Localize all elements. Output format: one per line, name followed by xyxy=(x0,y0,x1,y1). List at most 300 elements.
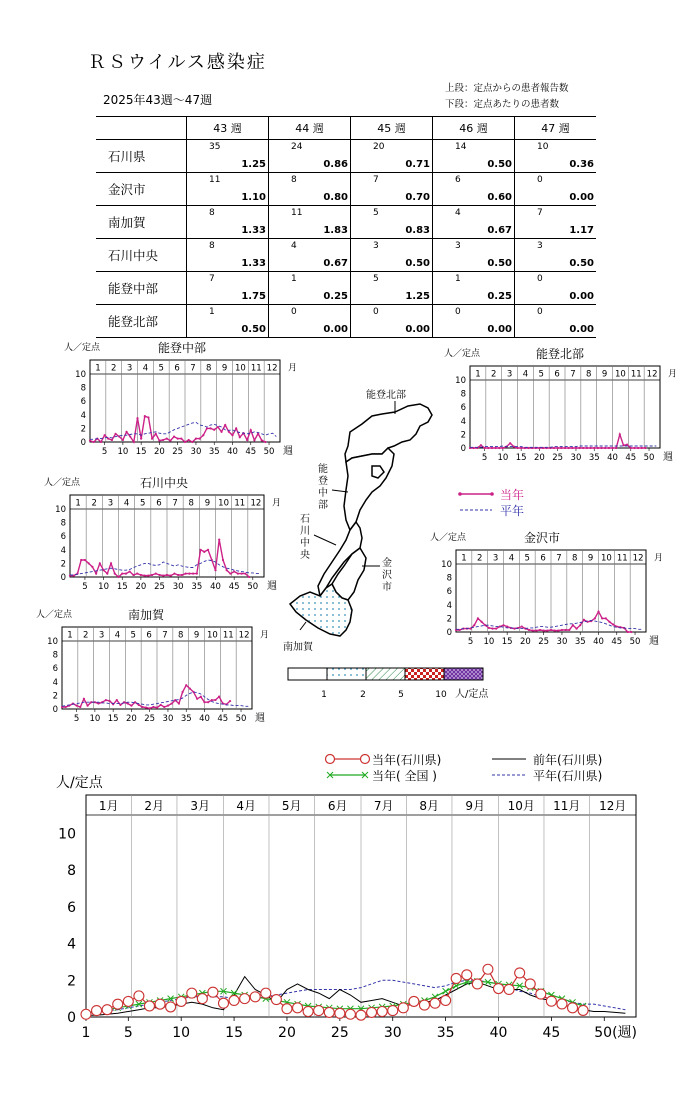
current-year-point xyxy=(211,699,213,701)
x-tick-label: 40 xyxy=(489,1025,508,1041)
month-label: 4 xyxy=(123,498,130,509)
current-year-point xyxy=(553,447,555,449)
current-pref-point xyxy=(472,979,482,989)
month-label: 5 xyxy=(140,498,146,509)
y-tick-label: 2 xyxy=(52,691,58,702)
x-tick-label: 20 xyxy=(520,637,531,647)
current-year-point xyxy=(250,429,252,431)
current-pref-point xyxy=(578,1005,588,1015)
x-tick-label: 10 xyxy=(483,637,495,647)
current-pref-point xyxy=(219,998,229,1008)
region-name: 石川中央 xyxy=(96,239,187,272)
x-tick-label: 5 xyxy=(123,1025,133,1041)
report-count: 1 xyxy=(291,274,297,284)
report-count: 5 xyxy=(373,274,379,284)
x-tick-label: 5 xyxy=(467,637,474,647)
current-year-point xyxy=(188,439,190,441)
month-label: 7 xyxy=(162,630,168,641)
y-tick-label: 0 xyxy=(67,1010,76,1026)
month-label: 5 xyxy=(524,553,530,564)
current-year-point xyxy=(160,704,162,706)
current-year-point xyxy=(214,569,216,571)
table-cell xyxy=(515,206,597,239)
current-pref-point xyxy=(345,1009,355,1019)
current-year-point xyxy=(261,439,263,441)
x-tick-label: 15 xyxy=(501,637,513,647)
table-cell xyxy=(433,173,515,206)
current-year-point xyxy=(214,699,216,701)
current-pref-point xyxy=(134,991,144,1001)
current-year-point xyxy=(151,574,153,576)
current-year-point xyxy=(152,706,154,708)
y-tick-label: 2 xyxy=(67,973,76,990)
per-sentinel: 1.25 xyxy=(405,291,430,302)
table-cell xyxy=(187,140,269,173)
report-count: 4 xyxy=(455,208,461,218)
report-count: 5 xyxy=(373,208,379,218)
current-year-point xyxy=(491,628,493,630)
current-pref-point xyxy=(409,996,419,1006)
table-cell xyxy=(515,239,597,272)
report-count: 14 xyxy=(455,142,467,152)
month-label: 2 xyxy=(91,498,97,509)
current-year-point xyxy=(121,573,123,575)
current-year-point xyxy=(583,619,585,621)
month-label: 2月 xyxy=(144,799,165,813)
scale-tick: 10 xyxy=(435,690,447,700)
current-pref-point xyxy=(398,1003,408,1013)
current-year-point xyxy=(102,569,104,571)
current-year-point xyxy=(203,551,205,553)
table-row xyxy=(96,239,596,272)
report-count: 11 xyxy=(291,208,303,218)
x-tick-label: 15 xyxy=(135,447,147,457)
y-tick-label: 8 xyxy=(52,650,58,661)
current-year-point xyxy=(477,617,479,619)
week-suffix: 週 xyxy=(283,446,293,457)
region-name: 能登中部 xyxy=(96,272,187,305)
region-chart-title: 能登北部 xyxy=(536,347,585,361)
week-suffix: 週 xyxy=(255,713,265,724)
x-tick-label: 20 xyxy=(126,714,137,724)
x-tick-label: 25 xyxy=(172,447,184,457)
current-year-point xyxy=(528,629,530,631)
month-label: 12 xyxy=(632,553,644,564)
current-year-point xyxy=(106,573,108,575)
scale-swatch-2 xyxy=(366,668,405,680)
current-year-point xyxy=(571,447,573,449)
report-count: 4 xyxy=(291,241,297,251)
x-tick-label: 35 xyxy=(436,1025,455,1041)
map-label-char: 登 xyxy=(318,476,328,487)
current-year-point xyxy=(604,447,606,449)
x-tick-label: 30 xyxy=(172,582,184,592)
report-count: 35 xyxy=(209,142,221,152)
current-pref-point xyxy=(187,988,197,998)
current-year-point xyxy=(149,707,151,709)
current-year-point xyxy=(147,575,149,577)
current-year-point xyxy=(140,574,142,576)
table-cell xyxy=(269,239,351,272)
month-label: 7 xyxy=(172,498,178,509)
current-year-point xyxy=(177,574,179,576)
x-tick-label: 35 xyxy=(180,714,192,724)
current-year-point xyxy=(199,438,201,440)
current-year-point xyxy=(105,699,107,701)
report-count: 24 xyxy=(291,142,303,152)
current-year-point xyxy=(151,438,153,440)
current-year-point xyxy=(191,441,193,443)
month-label: 9 xyxy=(193,630,200,641)
current-year-point xyxy=(237,573,239,575)
current-year-point xyxy=(248,576,250,578)
current-pref-point xyxy=(240,994,250,1004)
x-tick-label: 20 xyxy=(135,582,147,592)
current-year-point xyxy=(572,624,574,626)
current-year-point xyxy=(195,438,197,440)
per-sentinel: 0.50 xyxy=(487,258,512,269)
report-count: 3 xyxy=(455,241,461,251)
current-year-point xyxy=(626,444,628,446)
month-label: 4 xyxy=(522,369,529,380)
x-tick-label: 10 xyxy=(98,582,109,592)
report-count: 8 xyxy=(209,208,215,218)
per-sentinel: 0.80 xyxy=(323,192,348,203)
x-tick-label: 15 xyxy=(515,453,527,463)
month-label: 4 xyxy=(142,363,149,374)
map-leader-line xyxy=(300,622,306,630)
current-year-point xyxy=(488,627,490,629)
current-year-point xyxy=(575,628,577,630)
month-label: 5月 xyxy=(281,799,302,813)
table-row xyxy=(96,140,596,173)
table-cell xyxy=(269,140,351,173)
current-pref-point xyxy=(525,979,535,989)
month-suffix: 月 xyxy=(288,363,298,374)
x-tick-label: 40 xyxy=(199,714,210,724)
month-label: 11 xyxy=(630,369,642,380)
table-header-row xyxy=(96,117,596,140)
current-year-point xyxy=(502,624,504,626)
current-year-point xyxy=(228,431,230,433)
report-count: 0 xyxy=(537,175,543,185)
current-year-point xyxy=(239,436,241,438)
per-sentinel: 1.10 xyxy=(241,192,266,203)
per-sentinel: 0.50 xyxy=(569,258,594,269)
month-label: 3 xyxy=(107,498,114,509)
current-year-point xyxy=(241,573,243,575)
current-pref-point xyxy=(430,998,440,1008)
current-year-point xyxy=(184,441,186,443)
current-year-point xyxy=(95,573,97,575)
x-tick-label: 10 xyxy=(172,1025,191,1041)
current-year-point xyxy=(181,574,183,576)
y-tick-label: 6 xyxy=(52,664,58,675)
month-label: 6月 xyxy=(327,799,348,813)
current-year-point xyxy=(619,433,621,435)
current-year-point xyxy=(158,440,160,442)
month-label: 3 xyxy=(492,553,499,564)
current-year-point xyxy=(125,431,127,433)
current-year-point xyxy=(612,623,614,625)
current-year-point xyxy=(162,575,164,577)
x-tick-label: 50 xyxy=(629,637,641,647)
current-year-point xyxy=(543,630,545,632)
table-cell xyxy=(433,272,515,305)
scale-swatch-3 xyxy=(405,668,444,680)
current-year-point xyxy=(155,573,157,575)
x-tick-label: 50 xyxy=(235,714,247,724)
month-label: 1 xyxy=(461,553,467,564)
y-tick-label: 10 xyxy=(55,505,66,515)
x-tick-label: 50 xyxy=(247,582,259,592)
month-label: 9 xyxy=(587,553,594,564)
current-year-point xyxy=(608,447,610,449)
current-year-point xyxy=(513,446,515,448)
month-label: 5 xyxy=(130,630,136,641)
y-tick-label: 4 xyxy=(67,936,76,953)
current-year-point xyxy=(162,439,164,441)
report-count: 7 xyxy=(209,274,215,284)
region-chart xyxy=(36,607,269,724)
per-sentinel: 0.25 xyxy=(323,291,348,302)
current-pref-point xyxy=(483,964,493,974)
month-label: 11 xyxy=(222,630,234,641)
current-year-point xyxy=(145,707,147,709)
per-sentinel: 1.83 xyxy=(323,225,348,236)
map-label-kanazawa xyxy=(382,556,392,593)
month-label: 3 xyxy=(126,363,133,374)
current-year-point xyxy=(132,574,134,576)
map-noto-chubu xyxy=(344,448,394,530)
current-year-point xyxy=(156,707,158,709)
scale-tick: 2 xyxy=(360,690,366,700)
current-year-point xyxy=(473,624,475,626)
current-year-point xyxy=(520,447,522,449)
x-tick-label: 20 xyxy=(278,1025,296,1041)
legend-avg-label: 平年(石川県) xyxy=(533,769,603,783)
month-label: 2 xyxy=(83,630,89,641)
region-chart-title: 金沢市 xyxy=(524,531,561,545)
current-year-point xyxy=(93,441,95,443)
y-tick-label: 2 xyxy=(446,614,452,625)
x-tick-label: 10 xyxy=(89,714,101,724)
y-tick-label: 2 xyxy=(460,430,466,441)
current-pref-point xyxy=(144,1001,154,1011)
per-sentinel: 0.00 xyxy=(569,324,594,335)
month-label: 5 xyxy=(538,369,544,380)
month-label: 12 xyxy=(646,369,658,380)
legend-current-pref-marker xyxy=(326,755,335,764)
current-year-point xyxy=(491,447,493,449)
month-label: 4 xyxy=(114,630,121,641)
month-label: 9 xyxy=(221,363,228,374)
current-year-point xyxy=(484,447,486,449)
current-year-point xyxy=(622,444,624,446)
y-tick-label: 0 xyxy=(460,444,466,454)
x-tick-label: 30 xyxy=(162,714,174,724)
current-year-point xyxy=(192,573,194,575)
y-tick-label: 0 xyxy=(60,573,66,583)
current-year-point xyxy=(550,629,552,631)
current-year-point xyxy=(138,704,140,706)
current-year-point xyxy=(546,630,548,632)
current-year-point xyxy=(554,630,556,632)
month-label: 8 xyxy=(178,630,184,641)
map-label-char: 中 xyxy=(318,488,328,499)
current-year-point xyxy=(231,434,233,436)
scale-unit: 人/定点 xyxy=(455,689,489,700)
current-year-point xyxy=(133,441,135,443)
current-year-point xyxy=(494,447,496,449)
current-year-point xyxy=(597,611,599,613)
current-pref-point xyxy=(250,992,260,1002)
y-tick-label: 0 xyxy=(52,705,58,715)
report-count: 3 xyxy=(373,241,379,251)
current-year-point xyxy=(593,447,595,449)
month-label: 7 xyxy=(190,363,196,374)
y-tick-label: 8 xyxy=(446,573,452,584)
current-year-point xyxy=(627,631,629,633)
current-year-point xyxy=(155,433,157,435)
table-row xyxy=(96,206,596,239)
month-label: 12 xyxy=(238,630,250,641)
per-sentinel: 0.36 xyxy=(569,159,594,170)
week-suffix: 週 xyxy=(649,636,659,647)
current-year-point xyxy=(114,573,116,575)
x-tick-label: 10 xyxy=(117,447,129,457)
current-year-point xyxy=(116,699,118,701)
current-year-point xyxy=(615,447,617,449)
per-sentinel: 0.70 xyxy=(405,192,430,203)
current-year-point xyxy=(147,416,149,418)
current-year-point xyxy=(589,447,591,449)
current-year-point xyxy=(579,447,581,449)
map-label-char: 中 xyxy=(300,538,310,549)
region-name: 金沢市 xyxy=(96,173,187,206)
x-tick-label: 25 xyxy=(330,1025,349,1041)
per-sentinel: 0.25 xyxy=(487,291,512,302)
week-header: 45 週 xyxy=(351,117,433,140)
x-tick-label: 35 xyxy=(191,582,203,592)
y-tick-label: 6 xyxy=(60,532,66,543)
current-year-point xyxy=(84,559,86,561)
table-cell xyxy=(269,173,351,206)
current-year-point xyxy=(495,628,497,630)
current-year-point xyxy=(122,439,124,441)
per-sentinel: 0.00 xyxy=(569,291,594,302)
current-pref-point xyxy=(81,1009,91,1019)
unit-label: 人／定点 xyxy=(44,478,81,488)
current-pref-point xyxy=(282,1004,292,1014)
current-year-point xyxy=(80,559,82,561)
current-year-point xyxy=(226,569,228,571)
month-label: 1 xyxy=(75,498,81,509)
table-cell xyxy=(269,272,351,305)
current-year-point xyxy=(521,625,523,627)
current-pref-point xyxy=(536,989,546,999)
current-year-point xyxy=(222,559,224,561)
scale-tick: 1 xyxy=(321,690,327,700)
per-sentinel: 0.00 xyxy=(405,324,430,335)
x-tick-label: 45 xyxy=(245,447,257,457)
month-suffix: 月 xyxy=(260,630,270,641)
current-pref-point xyxy=(546,996,556,1006)
current-year-point xyxy=(188,573,190,575)
x-tick-label: 5 xyxy=(481,453,488,463)
current-year-point xyxy=(641,447,643,449)
week-header: 44 週 xyxy=(269,117,351,140)
y-tick-label: 0 xyxy=(80,438,86,448)
current-year-point xyxy=(110,562,112,564)
current-year-point xyxy=(244,573,246,575)
current-year-point xyxy=(130,705,132,707)
x-tick-label: 15 xyxy=(225,1025,243,1041)
legend-current-pref-marker xyxy=(361,755,370,764)
current-pref-point xyxy=(208,987,218,997)
current-year-point xyxy=(181,691,183,693)
y-tick-label: 10 xyxy=(441,560,452,570)
current-year-point xyxy=(167,705,169,707)
current-year-point xyxy=(180,438,182,440)
month-label: 3月 xyxy=(190,799,211,813)
current-year-point xyxy=(125,573,127,575)
note-bottom: 下段：定点あたりの患者数 xyxy=(445,99,560,110)
map-label-noto-chubu xyxy=(318,462,328,511)
current-pref-point xyxy=(166,1002,176,1012)
month-label: 9 xyxy=(601,369,608,380)
month-label: 12 xyxy=(250,498,262,509)
month-label: 3 xyxy=(98,630,105,641)
map-label-char: 能 xyxy=(318,464,328,475)
per-sentinel: 0.00 xyxy=(569,192,594,203)
current-pref-point xyxy=(504,984,514,994)
x-tick-label: 35 xyxy=(208,447,220,457)
month-label: 6 xyxy=(174,363,180,374)
table-cell xyxy=(515,140,597,173)
x-tick-label: 45 xyxy=(611,637,623,647)
current-pref-point xyxy=(314,1006,324,1016)
report-count: 7 xyxy=(373,175,379,185)
y-tick-label: 4 xyxy=(460,416,466,427)
month-label: 1 xyxy=(67,630,73,641)
intensity-scale xyxy=(288,668,489,700)
x-tick-label: 45 xyxy=(228,582,240,592)
table-cell xyxy=(187,206,269,239)
legend-current-marker xyxy=(490,492,494,496)
current-year-point xyxy=(235,427,237,429)
month-label: 6 xyxy=(156,498,162,509)
month-label: 11 xyxy=(234,498,246,509)
current-year-point xyxy=(513,628,515,630)
month-label: 11 xyxy=(250,363,262,374)
current-pref-point xyxy=(102,1005,112,1015)
x-tick-label: 50 xyxy=(643,453,655,463)
month-label: 2 xyxy=(111,363,117,374)
current-year-point xyxy=(119,704,121,706)
x-tick-label: 50 xyxy=(263,447,275,457)
table-cell xyxy=(187,173,269,206)
report-count: 8 xyxy=(209,241,215,251)
current-year-point xyxy=(229,573,231,575)
current-year-point xyxy=(166,438,168,440)
month-label: 10 xyxy=(615,369,626,380)
map-label-char: 市 xyxy=(382,582,392,593)
current-year-point xyxy=(535,630,537,632)
current-pref-point xyxy=(367,1007,377,1017)
report-count: 1 xyxy=(209,307,215,317)
current-year-point xyxy=(557,447,559,449)
